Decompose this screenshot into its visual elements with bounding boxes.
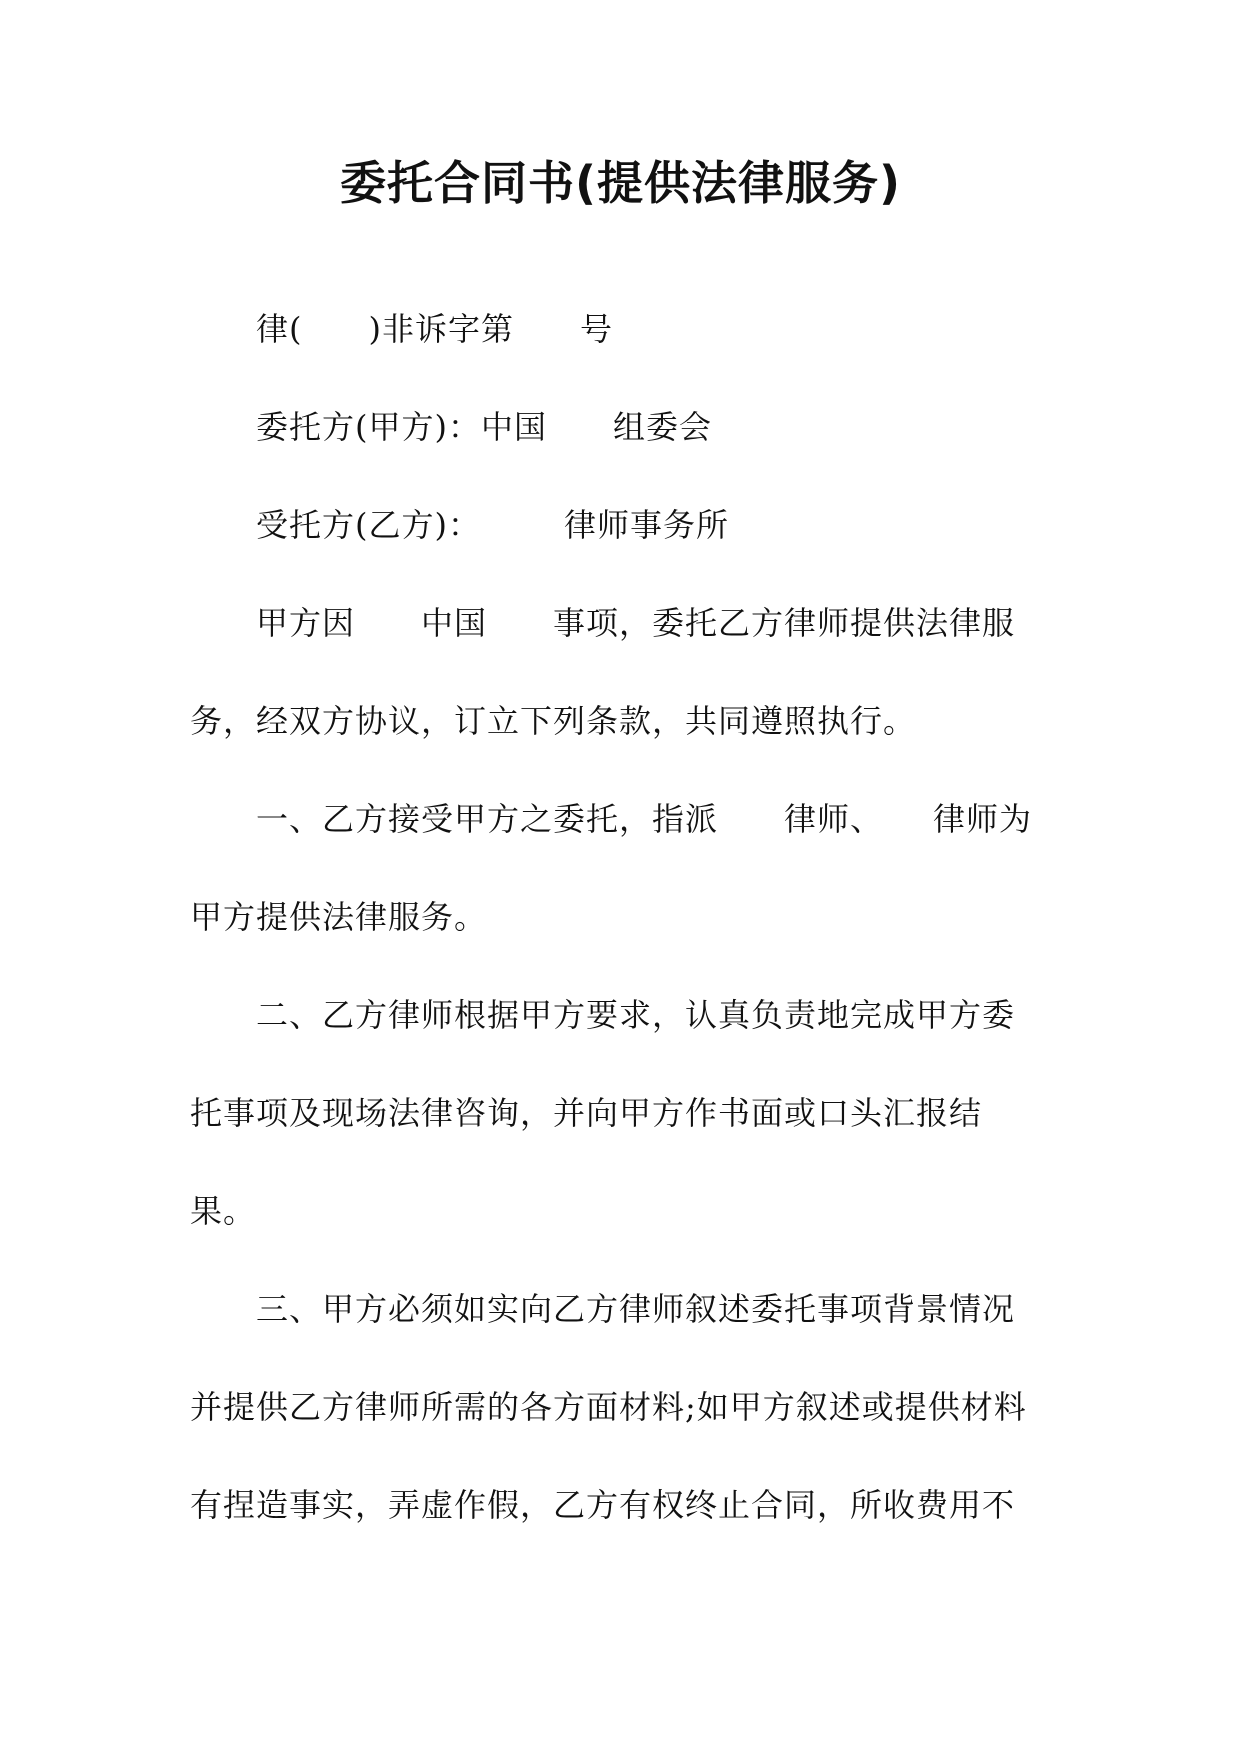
paragraph-intro-line-1: 甲方因 中国 事项，委托乙方律师提供法律服 [256,604,1016,642]
clause-2-line-2: 托事项及现场法律咨询，并向甲方作书面或口头汇报结 [190,1094,983,1132]
clause-1-line-1: 一、乙方接受甲方之委托，指派 律师、 律师为 [256,800,1033,838]
clause-3-line-3: 有捏造事实，弄虚作假，乙方有权终止合同，所收费用不 [190,1486,1016,1524]
document-title: 委托合同书(提供法律服务) [339,156,902,210]
principal-line: 委托方(甲方)：中国 组委会 [256,408,712,446]
case-number-line: 律( )非诉字第 号 [256,310,613,348]
clause-2-line-3: 果。 [190,1192,257,1230]
clause-1-line-2: 甲方提供法律服务。 [190,898,488,936]
agent-line: 受托方(乙方)： 律师事务所 [256,506,729,544]
clause-3-line-1: 三、甲方必须如实向乙方律师叙述委托事项背景情况 [256,1290,1016,1328]
clause-3-line-2: 并提供乙方律师所需的各方面材料;如甲方叙述或提供材料 [190,1388,1027,1426]
clause-2-line-1: 二、乙方律师根据甲方要求，认真负责地完成甲方委 [256,996,1016,1034]
paragraph-intro-line-2: 务，经双方协议，订立下列条款，共同遵照执行。 [190,702,917,740]
